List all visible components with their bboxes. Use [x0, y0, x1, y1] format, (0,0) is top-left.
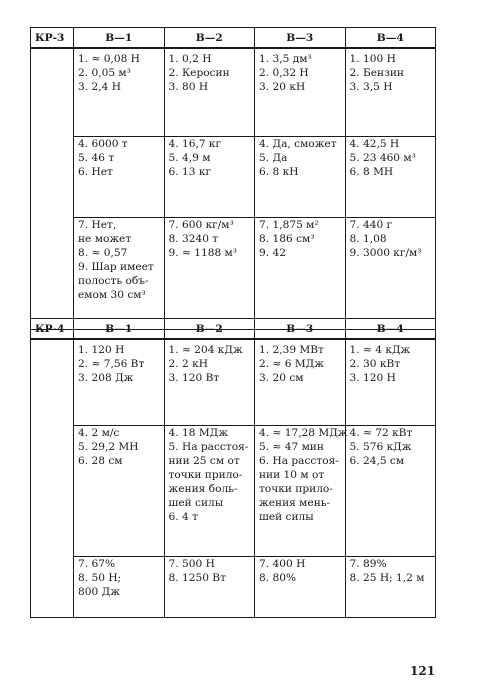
label-column-cell	[31, 339, 74, 618]
answer-line: 1. 2,39 МВт	[259, 344, 324, 356]
answer-line: 9. Шар имеет	[78, 261, 154, 273]
answer-cell	[164, 48, 255, 137]
answer-line: 4. 2 м/с	[78, 427, 120, 439]
answer-line: 2. 0,05 м³	[78, 67, 131, 79]
answer-cell	[255, 218, 346, 330]
answer-line: 7. Нет,	[78, 219, 117, 231]
answer-line: 7. 500 Н	[168, 558, 215, 570]
answer-line: 6. 8 МН	[349, 166, 394, 178]
answer-line: 4. Да, сможет	[259, 138, 337, 150]
answer-cell	[74, 557, 165, 618]
answer-line: 4. ≈ 72 кВт	[349, 427, 413, 439]
answer-line: 4. 18 МДж	[168, 427, 229, 439]
answer-line: 8. 1,08	[349, 233, 387, 245]
answer-cell	[164, 426, 255, 557]
table-row	[31, 137, 436, 218]
table-header-row	[31, 28, 436, 49]
answer-line: 7. 400 Н	[259, 558, 306, 570]
answer-line: 4. 16,7 кг	[168, 138, 222, 150]
answer-line: полость объ-	[78, 275, 149, 287]
answer-line: шей силы	[259, 511, 314, 523]
variant-header: В—1	[74, 319, 165, 340]
answer-cell	[345, 339, 436, 426]
answer-cell	[164, 137, 255, 218]
page-number: 121	[410, 664, 436, 678]
test-label: КР-4	[31, 319, 74, 340]
answer-line: 800 Дж	[78, 586, 120, 598]
answer-line: 6. Нет	[78, 166, 113, 178]
answer-line: точки прило-	[259, 483, 333, 495]
answer-line: 2. 0,32 Н	[259, 67, 309, 79]
answer-line: емом 30 см³	[78, 289, 146, 301]
answer-cell	[345, 218, 436, 330]
answer-line: 9. 3000 кг/м³	[349, 247, 422, 259]
answer-cell	[164, 339, 255, 426]
answer-line: 6. 24,5 см	[349, 455, 405, 467]
answer-line: 5. 23 460 м³	[349, 152, 416, 164]
answer-line: 7. 600 кг/м³	[168, 219, 234, 231]
answer-line: 3. 20 кН	[259, 81, 306, 93]
answer-line: жения боль-	[168, 483, 238, 495]
answer-line: 9. 42	[259, 247, 286, 259]
answer-line: 6. 13 кг	[168, 166, 211, 178]
answer-cell	[345, 426, 436, 557]
answer-cell	[255, 426, 346, 557]
answer-cell	[345, 48, 436, 137]
answer-line: нии 10 м от	[259, 469, 325, 481]
answer-line: 3. 20 см	[259, 372, 304, 384]
answers-table-kr3	[30, 27, 436, 330]
answer-line: не может	[78, 233, 132, 245]
answer-line: 7. 440 г	[349, 219, 393, 231]
table-row	[31, 48, 436, 137]
answer-line: шей силы	[168, 497, 224, 509]
variant-header: В—2	[164, 28, 255, 49]
answer-line: 2. 2 кН	[168, 358, 208, 370]
answer-line: 5. Да	[259, 152, 288, 164]
answer-line: 2. 30 кВт	[349, 358, 401, 370]
answer-line: точки прило-	[168, 469, 243, 481]
answer-line: 3. 120 Н	[349, 372, 396, 384]
answer-cell	[74, 48, 165, 137]
answer-line: 5. На расстоя-	[168, 441, 249, 453]
answer-line: 7. 1,875 м²	[259, 219, 319, 231]
answer-line: 8. 1250 Вт	[168, 572, 226, 584]
test-label: КР-3	[31, 28, 74, 49]
table-row	[31, 218, 436, 330]
answer-line: жения мень-	[259, 497, 331, 509]
answer-line: 1. 120 Н	[78, 344, 125, 356]
answer-cell	[345, 137, 436, 218]
answer-line: 8. 186 см³	[259, 233, 315, 245]
answers-table-kr4	[30, 318, 436, 618]
answer-line: 7. 67%	[78, 558, 116, 570]
answer-line: 9. ≈ 1188 м³	[168, 247, 238, 259]
answer-cell	[255, 48, 346, 137]
answer-line: 1. ≈ 0,08 Н	[78, 53, 140, 65]
answer-line: 1. 100 Н	[349, 53, 396, 65]
variant-header: В—1	[74, 28, 165, 49]
variant-header: В—4	[345, 319, 436, 340]
answer-cell	[164, 218, 255, 330]
answer-line: 2. ≈ 7,56 Вт	[78, 358, 145, 370]
answer-line: 2. Бензин	[349, 67, 404, 79]
variant-header: В—2	[164, 319, 255, 340]
answer-line: 4. ≈ 17,28 МДж	[259, 427, 348, 439]
answer-line: 6. 28 см	[78, 455, 123, 467]
answer-line: нии 25 см от	[168, 455, 240, 467]
answer-line: 8. ≈ 0,57	[78, 247, 128, 259]
answer-cell	[164, 557, 255, 618]
label-column-cell	[31, 48, 74, 330]
answer-line: 2. Керосин	[168, 67, 230, 79]
answer-line: 4. 6000 т	[78, 138, 128, 150]
answer-line: 1. ≈ 4 кДж	[349, 344, 411, 356]
variant-header: В—3	[255, 319, 346, 340]
answer-line: 1. 3,5 дм³	[259, 53, 312, 65]
answer-cell	[74, 426, 165, 557]
answer-line: 4. 42,5 Н	[349, 138, 400, 150]
table-row	[31, 339, 436, 426]
answer-line: 8. 25 Н; 1,2 м	[349, 572, 425, 584]
answer-line: 5. 46 т	[78, 152, 115, 164]
answer-line: 7. 89%	[349, 558, 387, 570]
answer-line: 2. ≈ 6 МДж	[259, 358, 325, 370]
answer-line: 3. 208 Дж	[78, 372, 134, 384]
answer-cell	[74, 137, 165, 218]
answer-line: 3. 2,4 Н	[78, 81, 121, 93]
variant-header: В—4	[345, 28, 436, 49]
answer-cell	[255, 137, 346, 218]
answer-line: 8. 80%	[259, 572, 297, 584]
answer-line: 3. 120 Вт	[168, 372, 220, 384]
answer-line: 3. 3,5 Н	[349, 81, 393, 93]
answer-cell	[74, 339, 165, 426]
answer-line: 6. 8 кН	[259, 166, 299, 178]
answer-line: 3. 80 Н	[168, 81, 209, 93]
answer-cell	[74, 218, 165, 330]
answer-line: 1. 0,2 Н	[168, 53, 212, 65]
answer-cell	[255, 339, 346, 426]
table-row	[31, 557, 436, 618]
table-row	[31, 426, 436, 557]
answer-line: 5. 4,9 м	[168, 152, 211, 164]
answer-line: 5. 29,2 МН	[78, 441, 139, 453]
answer-line: 6. На расстоя-	[259, 455, 339, 467]
table-header-row	[31, 319, 436, 340]
variant-header: В—3	[255, 28, 346, 49]
answer-line: 8. 50 Н;	[78, 572, 122, 584]
answer-cell	[255, 557, 346, 618]
answer-line: 8. 3240 т	[168, 233, 219, 245]
answer-line: 5. 576 кДж	[349, 441, 412, 453]
answer-line: 1. ≈ 204 кДж	[168, 344, 243, 356]
answer-cell	[345, 557, 436, 618]
answer-line: 6. 4 т	[168, 511, 198, 523]
answer-line: 5. ≈ 47 мин	[259, 441, 324, 453]
